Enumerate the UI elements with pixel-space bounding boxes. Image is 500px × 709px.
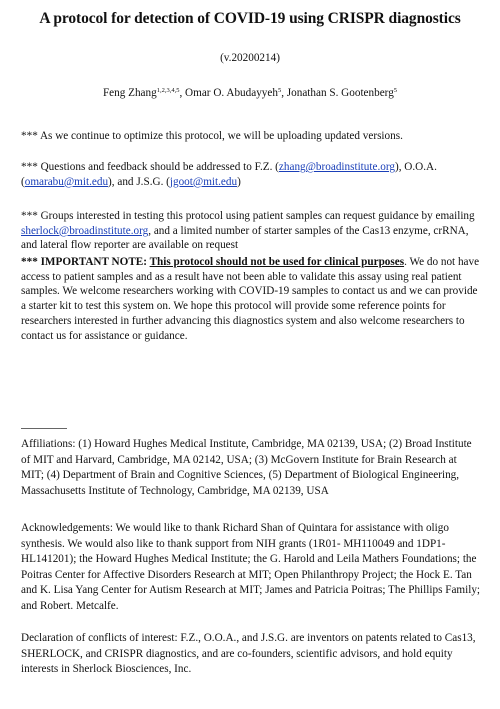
contact-note <box>21 160 481 189</box>
contact-text: *** Questions and feedback should be addressed to F.Z. ( <box>21 161 279 173</box>
author-name: , Omar O. Abudayyeh <box>179 87 278 99</box>
email-link-jgoot[interactable]: jgoot@mit.edu <box>169 175 238 188</box>
important-note <box>21 255 481 343</box>
version-label: (v.20200214) <box>220 52 280 64</box>
update-note: *** As we continue to optimize this protocol, we will be uploading updated versions. <box>21 130 403 142</box>
acknowledgements: Acknowledgements: We would like to thank Richard Shan of Quintara for assistance with oligo synthesis. We would also like to thank support from NIH grants (1R01- MH110049 and 1DP1-HL141201); the Howard Hughes Medical Institute; the G. Harold and Leila Mathers Foundations; the Poitras Center for Affective Disorders Research at MIT; Open Philanthropy Project; the Hock E. Tan and K. Lisa Yang Center for Autism Research at MIT; James and Patricia Poitras; The Phillips Family; and Robert. Metcalfe. <box>21 522 481 612</box>
email-link-omarabu[interactable]: omarabu@mit.edu <box>24 175 109 188</box>
author-affiliation-sup: 5 <box>277 87 282 94</box>
samples-note <box>21 209 481 253</box>
footnote-divider <box>21 428 67 429</box>
samples-text: *** Groups interested in testing this protocol using patient samples can request guidance by emailing <box>21 210 475 222</box>
document-title: A protocol for detection of COVID-19 using CRISPR diagnostics <box>39 10 461 27</box>
author-affiliation-sup: 1,2,3,4,5 <box>156 87 180 94</box>
clinical-warning: This protocol should not be used for clinical purposes <box>149 256 405 268</box>
samples-text: , and a limited number of starter samples of the Cas13 enzyme, crRNA, and lateral flow reporter are available on request <box>21 224 469 252</box>
contact-text: ), O.O.A. ( <box>21 161 437 188</box>
author-affiliation-sup: 5 <box>393 87 398 94</box>
email-link-sherlock[interactable]: sherlock@broadinstitute.org <box>21 224 149 237</box>
conflicts-declaration: Declaration of conflicts of interest: F.Z., O.O.A., and J.S.G. are inventors on patents related to Cas13, SHERLOCK, and CRISPR diagnostics, and are co-founders, scientific advisors, and hold equity interests in Sherlock Biosciences, Inc. <box>21 632 476 675</box>
author-line <box>0 87 500 99</box>
contact-text: ) <box>237 175 241 188</box>
contact-text: ), and J.S.G. ( <box>108 175 170 188</box>
author-name: , Jonathan S. Gootenberg <box>281 87 394 99</box>
affiliations: Affiliations: (1) Howard Hughes Medical Institute, Cambridge, MA 02139, USA; (2) Broad Institute of MIT and Harvard, Cambridge, MA 02142, USA; (3) McGovern Institute for Brain Research at MIT; (4) Department of Brain and Cognitive Sciences, (5) Department of Biological Engineering, Massachusetts Institute of Technology, Cambridge, MA 02139, USA <box>21 438 472 497</box>
author-name: Feng Zhang <box>102 87 157 99</box>
important-text: . We do not have access to patient samples and as a result have not been able to validate this assay using real patient samples. We welcome researchers working with COVID-19 samples to contact us and we can provide a starter kit to test this system on. We hope this protocol will provide some reference points for researchers interested in further advancing this diagnostics system and also welcome researchers to contact us for assistance or guidance. <box>21 256 480 342</box>
email-link-zhang[interactable]: zhang@broadinstitute.org <box>278 161 395 173</box>
important-label: *** IMPORTANT NOTE: <box>21 256 150 268</box>
